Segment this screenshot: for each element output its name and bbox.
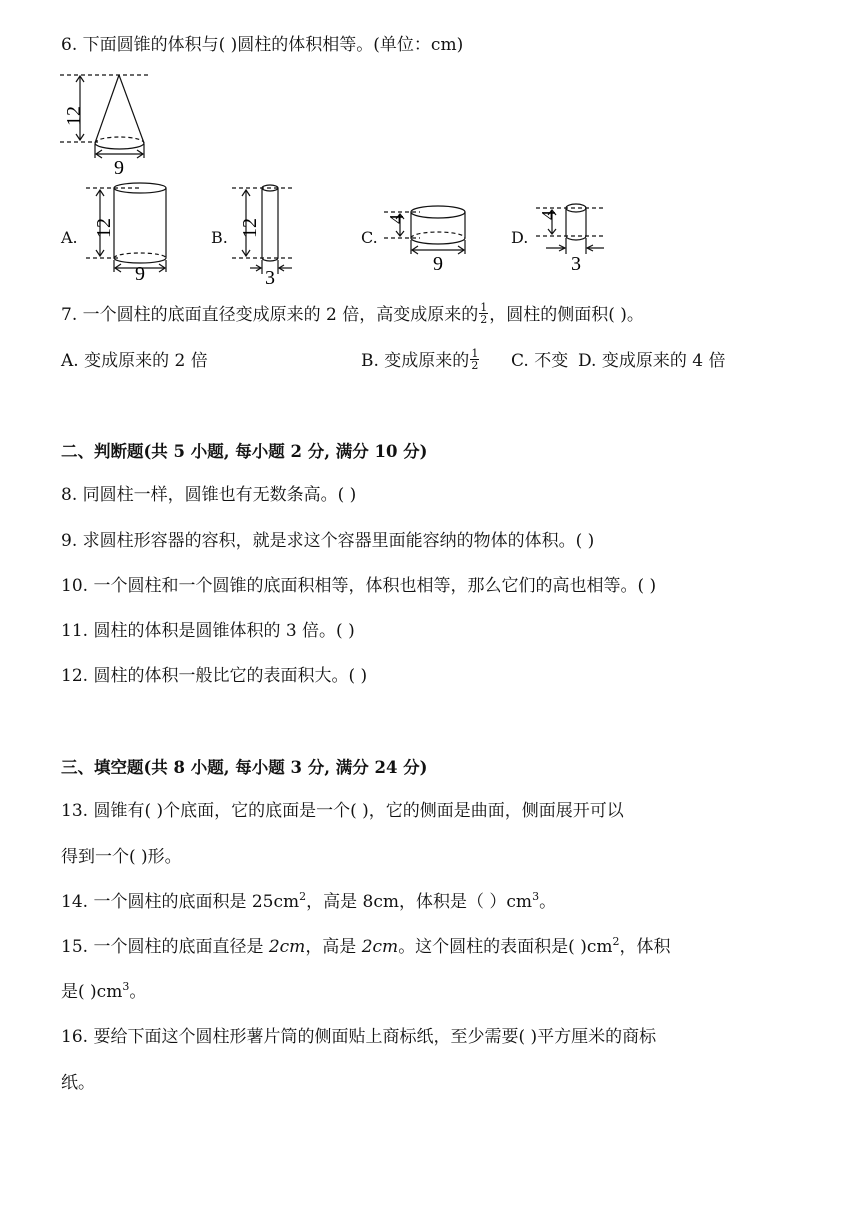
question-6-text: 6. 下面圆锥的体积与( )圆柱的体积相等。(单位：cm) xyxy=(61,35,464,55)
question-13-line1: 13. 圆锥有( )个底面，它的底面是一个( )，它的侧面是曲面，侧面展开可以 xyxy=(61,801,624,821)
cone-diameter-label: 9 xyxy=(114,157,124,179)
q6-option-c-height: 4 xyxy=(386,214,408,224)
question-14: 14. 一个圆柱的底面积是 $25cm^2$，高是 8cm，体积是（ ）$cm^3$。 xyxy=(61,890,557,912)
question-15-line2: 是( )$cm^3$。 xyxy=(61,980,147,1002)
question-16-line2: 纸。 xyxy=(61,1073,95,1093)
cone-figure xyxy=(58,70,158,180)
q7-option-c[interactable]: C. 不变 xyxy=(511,351,569,371)
q6-option-c-figure xyxy=(380,198,480,274)
q6-option-d-height: 4 xyxy=(538,210,560,220)
q6-option-c-label[interactable]: C. xyxy=(361,228,378,247)
q7-option-b[interactable]: B. 变成原来的 $\frac{1}{2}$ xyxy=(361,347,479,372)
question-13-line2: 得到一个( )形。 xyxy=(61,847,182,867)
q6-option-a-diameter: 9 xyxy=(135,263,145,280)
q6-option-a-height: 12 xyxy=(93,218,115,238)
q6-option-d-figure xyxy=(532,198,612,274)
q6-option-d-label[interactable]: D. xyxy=(511,228,529,247)
q6-option-a-figure xyxy=(82,180,182,280)
question-11: 11. 圆柱的体积是圆锥体积的 3 倍。( ) xyxy=(61,621,355,641)
section-3-heading: 三、填空题(共 8 小题, 每小题 3 分, 满分 24 分) xyxy=(61,758,428,777)
question-9: 9. 求圆柱形容器的容积，就是求这个容器里面能容纳的物体的体积。( ) xyxy=(61,531,595,551)
q6-option-b-label[interactable]: B. xyxy=(211,228,228,247)
question-8: 8. 同圆柱一样，圆锥也有无数条高。( ) xyxy=(61,485,357,505)
q6-option-a-label[interactable]: A. xyxy=(61,228,78,247)
question-16-line1: 16. 要给下面这个圆柱形薯片筒的侧面贴上商标纸，至少需要( )平方厘米的商标 xyxy=(61,1027,657,1047)
q6-option-c-diameter: 9 xyxy=(433,253,443,274)
q7-option-d[interactable]: D. 变成原来的 4 倍 xyxy=(578,351,726,371)
q6-option-b-figure xyxy=(230,180,300,286)
question-10: 10. 一个圆柱和一个圆锥的底面积相等，体积也相等，那么它们的高也相等。( ) xyxy=(61,576,657,596)
question-7-text: 7. 一个圆柱的底面直径变成原来的 2 倍，高变成原来的 $\frac{1}{2}$ ，圆柱的侧面积( )。 xyxy=(61,301,644,326)
cone-height-label: 12 xyxy=(63,106,85,126)
q7-fraction: $\frac{1}{2}$ xyxy=(480,301,488,326)
q6-option-d-diameter: 3 xyxy=(571,253,581,274)
section-2-heading: 二、判断题(共 5 小题, 每小题 2 分, 满分 10 分) xyxy=(61,442,428,461)
q7-option-a[interactable]: A. 变成原来的 2 倍 xyxy=(61,351,208,371)
q6-option-b-diameter: 3 xyxy=(265,267,275,286)
question-12: 12. 圆柱的体积一般比它的表面积大。( ) xyxy=(61,666,368,686)
question-15-line1: 15. 一个圆柱的底面直径是 2cm，高是 2cm。这个圆柱的表面积是( )$cm^2$，体积 xyxy=(61,935,671,957)
q6-option-b-height: 12 xyxy=(239,218,261,238)
